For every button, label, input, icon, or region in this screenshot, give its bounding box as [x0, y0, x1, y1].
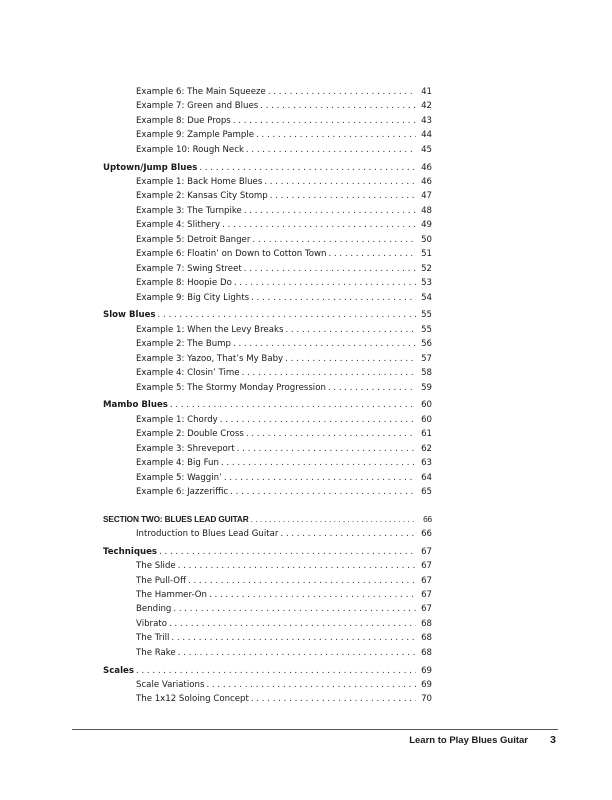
toc-section-heading	[103, 308, 432, 322]
toc-entry-title: Example 1: Back Home Blues	[136, 177, 263, 188]
toc-entry-title: Example 4: Big Fun	[136, 458, 219, 469]
toc-entry-page: 62	[421, 443, 432, 454]
toc-entry-page: 66	[423, 514, 432, 525]
toc-entry-title: Example 4: Closin’ Time	[136, 368, 240, 379]
toc-entry	[103, 189, 432, 203]
toc-entry-title: Example 3: Shreveport	[136, 443, 235, 454]
dot-leader	[285, 323, 416, 337]
toc-section-heading	[103, 161, 432, 175]
dot-leader	[268, 85, 416, 99]
dot-leader	[252, 233, 416, 247]
toc-entry-page: 53	[421, 278, 432, 289]
toc-entry-title: The Pull-Off	[136, 575, 186, 586]
toc-entry-page: 48	[421, 205, 432, 216]
toc-entry-page: 67	[421, 546, 432, 557]
toc-entry	[103, 617, 432, 631]
dot-leader	[251, 692, 416, 706]
toc-entry	[103, 204, 432, 218]
dot-leader	[206, 678, 416, 692]
dot-leader	[251, 512, 416, 526]
toc-entry-title: Example 6: The Main Squeeze	[136, 87, 266, 97]
toc-entry-title: Example 10: Rough Neck	[136, 144, 244, 155]
dot-leader	[136, 664, 416, 678]
dot-leader	[169, 617, 416, 631]
dot-leader	[221, 456, 416, 470]
toc-entry-title: Example 3: Yazoo, That’s My Baby	[136, 353, 284, 364]
toc-entry-page: 68	[421, 647, 432, 658]
toc-entry-title: Bending	[136, 604, 172, 615]
toc-entry	[103, 114, 432, 128]
toc-entry-page: 69	[421, 665, 432, 676]
toc-entry-page: 61	[421, 429, 432, 440]
toc-entry-title: Example 8: Hoopie Do	[136, 278, 232, 289]
toc-entry	[103, 99, 432, 113]
toc-entry-page: 50	[421, 234, 432, 245]
toc-entry	[103, 602, 432, 616]
toc-entry-title: Example 7: Swing Street	[136, 263, 242, 274]
toc-entry-page: 46	[421, 177, 432, 188]
toc-entry-page: 65	[421, 486, 432, 497]
toc-entry-title: Example 1: Chordy	[136, 414, 218, 425]
toc-entry	[103, 381, 432, 395]
dot-leader	[158, 308, 416, 322]
toc-entry	[103, 128, 432, 142]
toc-entry-title: Vibrato	[136, 618, 167, 629]
toc-entry-page: 49	[421, 220, 432, 231]
dot-leader	[256, 128, 416, 142]
dot-leader	[264, 175, 416, 189]
toc-entry-page: 59	[421, 382, 432, 393]
toc-entry-title: Introduction to Blues Lead Guitar	[136, 528, 279, 539]
toc-entry-title: The Trill	[136, 633, 170, 644]
toc-entry	[103, 574, 432, 588]
toc-entry-title: Example 3: The Turnpike	[136, 205, 242, 216]
toc-entry	[103, 588, 432, 602]
toc-entry	[103, 233, 432, 247]
dot-leader	[199, 161, 416, 175]
toc-section-heading	[103, 512, 432, 526]
toc-entry-title: Example 2: Double Cross	[136, 429, 244, 440]
toc-entry-page: 52	[421, 263, 432, 274]
toc-entry-title: Example 1: When the Levy Breaks	[136, 324, 284, 335]
toc-entry-page: 60	[421, 414, 432, 425]
toc-entry-page: 51	[421, 249, 432, 260]
dot-leader	[188, 574, 416, 588]
toc-entry	[103, 352, 432, 366]
toc-entry-title: Techniques	[103, 546, 158, 557]
toc-entry-page: 54	[421, 292, 432, 303]
toc-entry-page: 66	[421, 528, 432, 539]
dot-leader	[233, 114, 416, 128]
toc-entry-page: 57	[421, 353, 432, 364]
toc-entry-page: 45	[421, 144, 432, 155]
toc-entry	[103, 559, 432, 573]
toc-entry	[103, 247, 432, 261]
toc-entry-title: Example 2: The Bump	[136, 339, 231, 350]
toc-entry	[103, 456, 432, 470]
toc-entry-title: Slow Blues	[103, 310, 156, 321]
toc-entry	[103, 85, 432, 99]
toc-entry-title: Example 8: Due Props	[136, 115, 231, 126]
toc-entry-page: 44	[421, 130, 432, 141]
toc-entry	[103, 692, 432, 706]
toc-entry	[103, 527, 432, 541]
dot-leader	[280, 527, 416, 541]
toc-entry-title: SECTION TWO: BLUES LEAD GUITAR	[103, 514, 249, 525]
toc-entry-page: 58	[421, 368, 432, 379]
toc-section-heading	[103, 545, 432, 559]
toc-entry-page: 55	[421, 310, 432, 321]
toc-entry-page: 70	[421, 694, 432, 705]
toc-entry-title: Example 2: Kansas City Stomp	[136, 191, 268, 202]
dot-leader	[237, 442, 416, 456]
toc-entry-page: 64	[421, 472, 432, 483]
dot-leader	[173, 602, 416, 616]
toc-entry	[103, 262, 432, 276]
toc-entry-page: 67	[421, 575, 432, 586]
dot-leader	[220, 413, 416, 427]
toc-entry-title: Example 7: Green and Blues	[136, 101, 259, 112]
footer-book-title: Learn to Play Blues Guitar	[409, 735, 528, 746]
toc-entry-page: 43	[421, 115, 432, 126]
toc-entry-title: Example 5: Waggin’	[136, 472, 222, 483]
toc-entry-page: 67	[421, 604, 432, 615]
dot-leader	[270, 189, 416, 203]
footer-page-number: 3	[550, 734, 556, 746]
toc-entry	[103, 631, 432, 645]
dot-leader	[178, 646, 416, 660]
toc-entry-page: 67	[421, 561, 432, 572]
toc-entry-title: The Hammer-On	[136, 590, 208, 600]
dot-leader	[246, 143, 416, 157]
toc-entry-page: 56	[421, 339, 432, 350]
dot-leader	[328, 247, 416, 261]
toc-entry-title: Example 9: Zample Pample	[136, 130, 255, 141]
toc-entry-title: Example 4: Slithery	[136, 220, 221, 231]
toc-entry-page: 68	[421, 633, 432, 644]
dot-leader	[230, 485, 416, 499]
dot-leader	[260, 99, 416, 113]
toc-entry	[103, 366, 432, 380]
dot-leader	[246, 427, 416, 441]
toc-entry-page: 46	[421, 162, 432, 173]
toc-entry-title: Example 9: Big City Lights	[136, 292, 250, 303]
toc-entry-title: Uptown/Jump Blues	[103, 162, 198, 173]
toc-entry-title: The Rake	[136, 647, 176, 658]
toc-entry-page: 69	[421, 680, 432, 691]
dot-leader	[209, 588, 416, 602]
toc-entry	[103, 678, 432, 692]
toc-entry	[103, 427, 432, 441]
dot-leader	[233, 337, 416, 351]
toc-entry	[103, 143, 432, 157]
toc-entry	[103, 413, 432, 427]
toc-entry	[103, 646, 432, 660]
toc-entry	[103, 291, 432, 305]
toc-entry-page: 63	[421, 458, 432, 469]
dot-leader	[234, 276, 416, 290]
toc-entry-page: 68	[421, 618, 432, 629]
dot-leader	[242, 366, 416, 380]
footer-divider	[72, 729, 558, 730]
toc-entry	[103, 471, 432, 485]
toc-entry-page: 67	[421, 590, 432, 600]
toc-entry	[103, 442, 432, 456]
toc-entry	[103, 485, 432, 499]
dot-leader	[178, 559, 416, 573]
toc-entry-title: Scales	[103, 665, 134, 676]
toc-section-heading	[103, 398, 432, 412]
toc-entry-title: Example 6: Floatin’ on Down to Cotton Town	[136, 249, 327, 260]
dot-leader	[285, 352, 416, 366]
dot-leader	[244, 262, 416, 276]
toc-entry	[103, 323, 432, 337]
toc-entry-page: 60	[421, 400, 432, 411]
toc-entry-title: The 1x12 Soloing Concept	[136, 694, 249, 705]
table-of-contents	[103, 85, 432, 707]
toc-entry	[103, 218, 432, 232]
toc-entry-title: Example 6: Jazzeriffic	[136, 486, 229, 497]
dot-leader	[171, 631, 416, 645]
dot-leader	[251, 291, 416, 305]
toc-entry-page: 41	[421, 87, 432, 97]
toc-entry-page: 47	[421, 191, 432, 202]
toc-entry-title: Mambo Blues	[103, 400, 168, 411]
dot-leader	[328, 381, 416, 395]
toc-entry-title: Scale Variations	[136, 680, 205, 691]
toc-section-heading	[103, 664, 432, 678]
toc-entry	[103, 337, 432, 351]
dot-leader	[244, 204, 416, 218]
toc-entry-page: 42	[421, 101, 432, 112]
dot-leader	[224, 471, 416, 485]
toc-entry-page: 55	[421, 324, 432, 335]
toc-entry-title: Example 5: Detroit Banger	[136, 234, 251, 245]
toc-entry	[103, 276, 432, 290]
dot-leader	[159, 545, 416, 559]
dot-leader	[222, 218, 416, 232]
toc-entry-title: The Slide	[136, 561, 176, 572]
toc-entry-title: Example 5: The Stormy Monday Progression	[136, 382, 326, 393]
toc-entry	[103, 175, 432, 189]
dot-leader	[170, 398, 416, 412]
